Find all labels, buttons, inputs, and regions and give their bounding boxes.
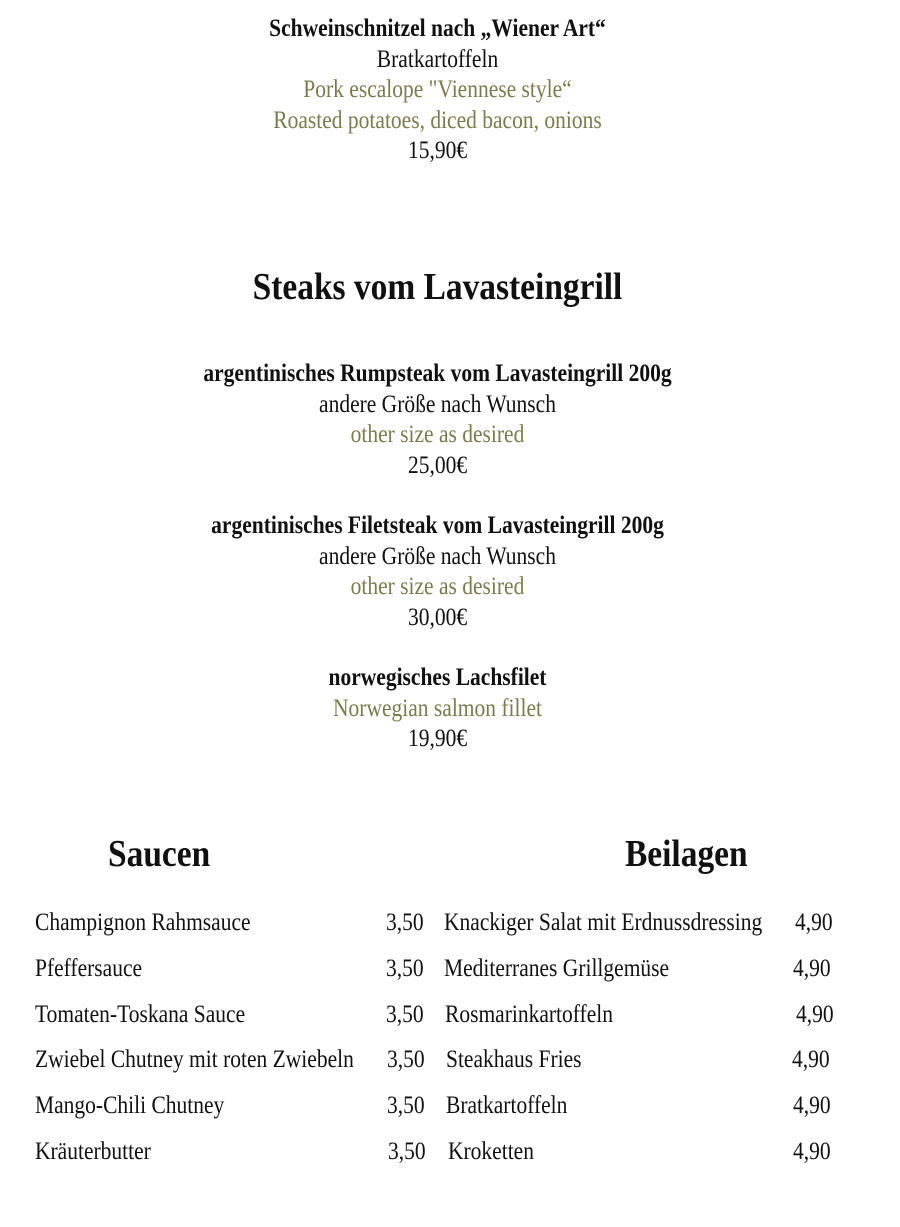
side-name: Steakhaus Fries bbox=[446, 1046, 582, 1073]
side-price: 4,90 bbox=[795, 909, 833, 936]
side-price: 4,90 bbox=[792, 1046, 830, 1073]
dish-price: 19,90€ bbox=[407, 725, 468, 752]
dish-description-en: Roasted potatoes, diced bacon, onions bbox=[273, 106, 602, 134]
dish-description-en: other size as desired bbox=[350, 573, 525, 600]
side-price: 4,90 bbox=[796, 1001, 834, 1028]
steak-item bbox=[0, 511, 875, 633]
sauce-price: 3,50 bbox=[386, 909, 424, 936]
dish-description-de: Bratkartoffeln bbox=[376, 45, 499, 73]
side-price: 4,90 bbox=[793, 955, 831, 982]
dish-price: 25,00€ bbox=[407, 451, 468, 479]
sauce-price: 3,50 bbox=[386, 1001, 424, 1028]
sauce-name: Kräuterbutter bbox=[35, 1138, 151, 1165]
sauce-name: Champignon Rahmsauce bbox=[35, 909, 251, 936]
side-name: Knackiger Salat mit Erdnussdressing bbox=[444, 909, 763, 936]
dish-name-en: Pork escalope "Viennese style“ bbox=[303, 76, 572, 103]
sauce-name: Mango-Chili Chutney bbox=[35, 1092, 225, 1119]
dish-name: norwegisches Lachsfilet bbox=[328, 664, 547, 691]
steak-item bbox=[0, 359, 875, 481]
dish-name: Schweinschnitzel nach „Wiener Art“ bbox=[269, 15, 606, 42]
side-price: 4,90 bbox=[793, 1092, 831, 1119]
steaks-section bbox=[0, 264, 875, 310]
sauce-name: Tomaten-Toskana Sauce bbox=[35, 1001, 246, 1028]
side-price: 4,90 bbox=[793, 1138, 831, 1165]
side-name: Rosmarinkartoffeln bbox=[445, 1001, 613, 1028]
steak-item bbox=[0, 663, 875, 755]
sauce-price: 3,50 bbox=[387, 1092, 425, 1119]
dish-name: argentinisches Rumpsteak vom Lavasteingrill 200g bbox=[203, 360, 672, 387]
sauce-price: 3,50 bbox=[386, 955, 424, 982]
sauce-price: 3,50 bbox=[388, 1138, 426, 1165]
side-name: Mediterranes Grillgemüse bbox=[444, 955, 670, 982]
dish-description-en: other size as desired bbox=[350, 421, 525, 448]
sauces-heading: Saucen bbox=[108, 833, 211, 875]
dish-price: 15,90€ bbox=[407, 137, 468, 164]
schnitzel-item bbox=[0, 14, 875, 167]
side-name: Bratkartoffeln bbox=[446, 1092, 568, 1119]
dish-name: argentinisches Filetsteak vom Lavasteingrill 200g bbox=[211, 512, 664, 539]
sauce-name: Zwiebel Chutney mit roten Zwiebeln bbox=[35, 1046, 354, 1073]
side-name: Kroketten bbox=[448, 1138, 534, 1165]
dish-description-de: andere Größe nach Wunsch bbox=[319, 542, 556, 570]
section-heading: Steaks vom Lavasteingrill bbox=[252, 266, 623, 308]
dish-description-en: Norwegian salmon fillet bbox=[333, 694, 542, 722]
dish-description-de: andere Größe nach Wunsch bbox=[319, 390, 556, 418]
sauce-name: Pfeffersauce bbox=[35, 955, 143, 982]
sauce-price: 3,50 bbox=[387, 1046, 425, 1073]
sides-heading: Beilagen bbox=[625, 833, 748, 875]
dish-price: 30,00€ bbox=[407, 603, 468, 631]
